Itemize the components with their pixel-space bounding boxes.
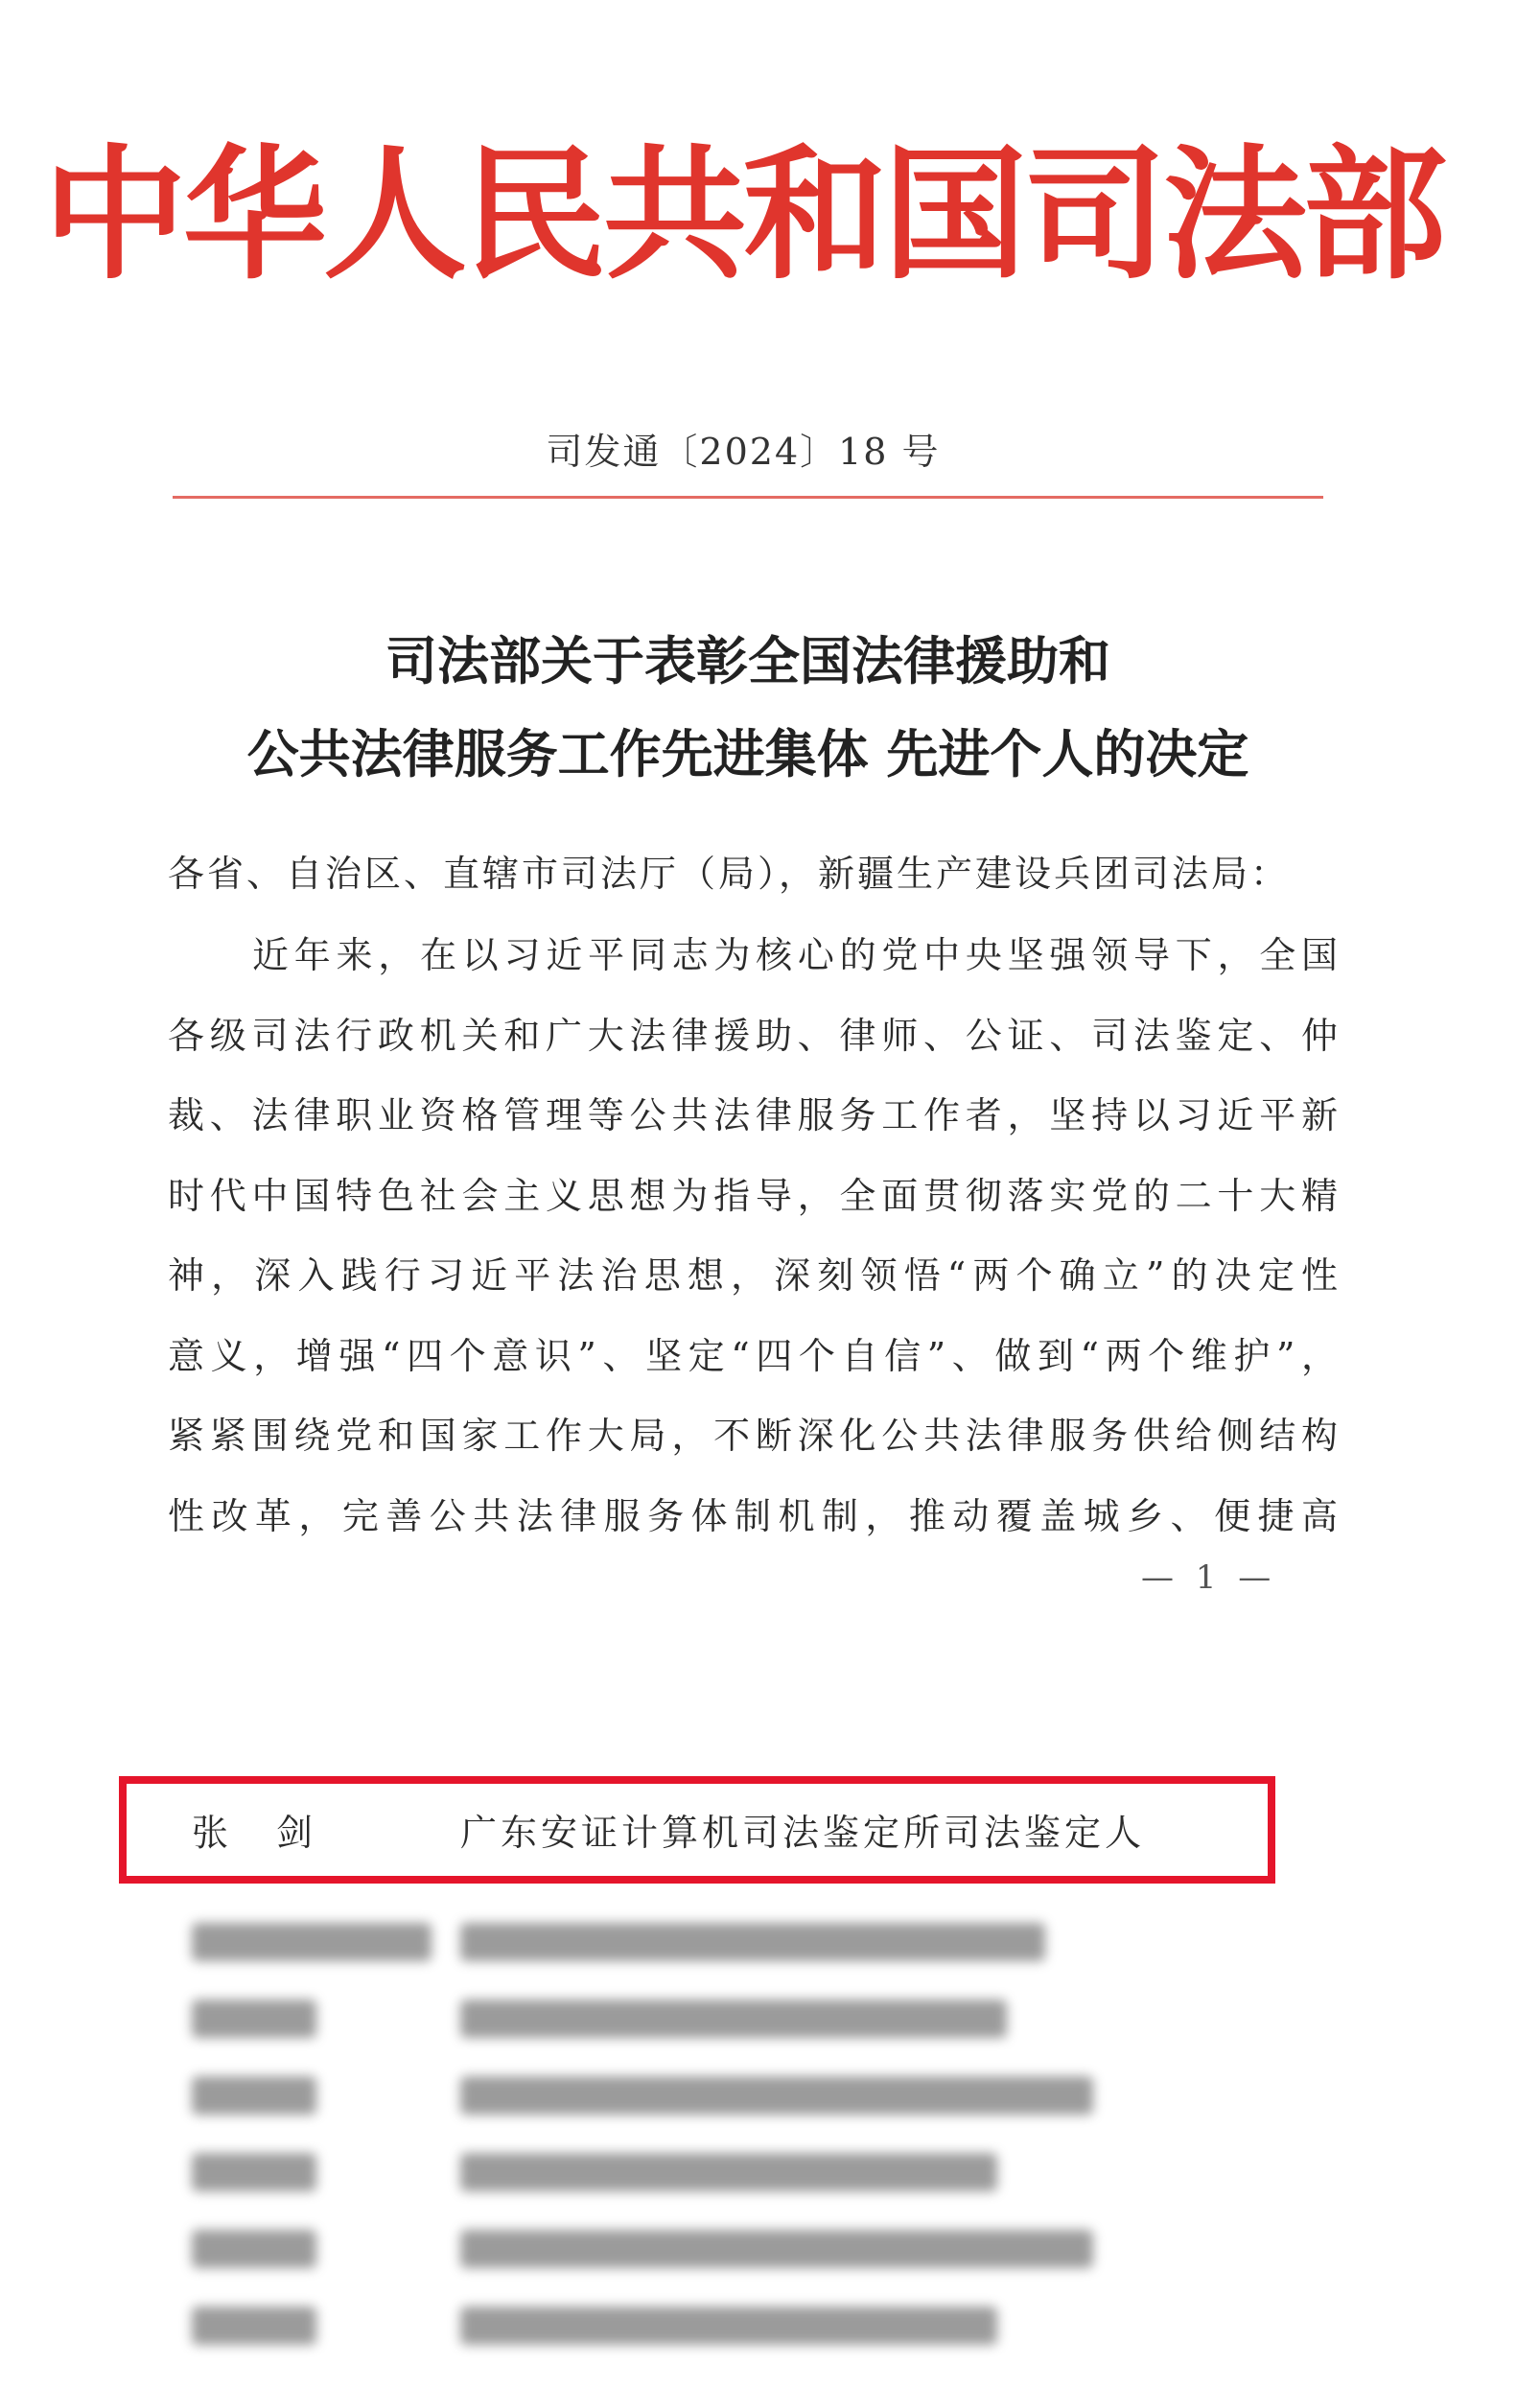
- redacted-organization: [460, 2000, 1007, 2038]
- redacted-name: [192, 2306, 316, 2345]
- body-paragraph: [168, 916, 1338, 1557]
- body-line: 意义，增强“四个意识”、坚定“四个自信”、做到“两个维护”，: [168, 1334, 1338, 1377]
- redacted-name: [192, 1923, 432, 1961]
- awardee-organization: 广东安证计算机司法鉴定所司法鉴定人: [460, 1812, 1146, 1854]
- page-number: — 1 —: [1141, 1558, 1277, 1597]
- addressee-line: 各省、自治区、直辖市司法厅（局），新疆生产建设兵团司法局：: [168, 853, 1291, 895]
- body-line: 紧紧围绕党和国家工作大局，不断深化公共法律服务供给侧结构: [168, 1415, 1338, 1457]
- body-line: 近年来，在以习近平同志为核心的党中央坚强领导下，全国: [252, 934, 1338, 976]
- redacted-organization: [460, 1923, 1045, 1961]
- redacted-organization: [460, 2306, 997, 2345]
- awardee-name: 张剑: [192, 1812, 362, 1854]
- redacted-name: [192, 2230, 316, 2268]
- redacted-organization: [460, 2230, 1093, 2268]
- redacted-name: [192, 2076, 316, 2115]
- body-line: 神，深入践行习近平法治思想，深刻领悟“两个确立”的决定性: [168, 1254, 1338, 1297]
- body-line: 性改革，完善公共法律服务体制机制，推动覆盖城乡、便捷高: [168, 1494, 1338, 1537]
- highlighted-awardee-row: [192, 1803, 1145, 1856]
- body-line: 时代中国特色社会主义思想为指导，全面贯彻落实党的二十大精: [168, 1174, 1338, 1217]
- document-title-line-2: 公共法律服务工作先进集体 先进个人的决定: [246, 724, 1249, 784]
- redacted-organization: [460, 2076, 1093, 2115]
- redacted-name: [192, 2153, 316, 2191]
- redacted-organization: [460, 2153, 997, 2191]
- masthead-title: 中华人民共和国司法部: [42, 132, 1443, 299]
- document-title-line-1: 司法部关于表彰全国法律援助和: [385, 631, 1110, 691]
- body-line: 各级司法行政机关和广大法律援助、律师、公证、司法鉴定、仲: [168, 1014, 1338, 1057]
- document-number: 司发通〔2024〕18 号: [546, 431, 941, 473]
- body-line: 裁、法律职业资格管理等公共法律服务工作者，坚持以习近平新: [168, 1094, 1338, 1136]
- redacted-name: [192, 2000, 316, 2038]
- red-divider-line: [173, 496, 1323, 499]
